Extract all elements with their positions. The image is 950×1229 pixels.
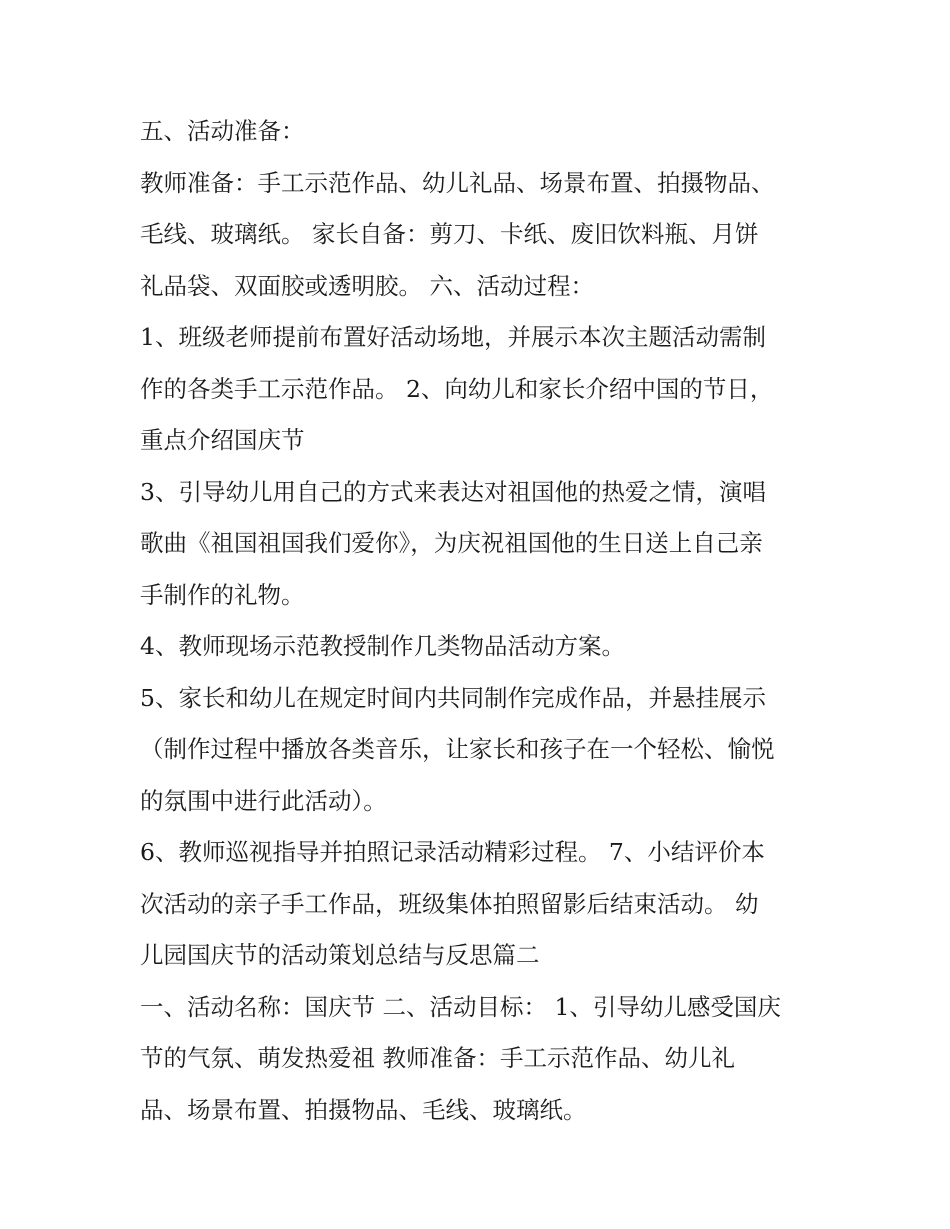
document-body: [140, 106, 820, 1136]
text-line: 礼品袋、双面胶或透明胶。 六、活动过程：: [140, 271, 594, 300]
text-line: （制作过程中播放各类音乐，让家长和孩子在一个轻松、愉悦: [140, 735, 775, 763]
text-line: 1、班级老师提前布置好活动场地，并展示本次主题活动需制: [140, 323, 766, 351]
text-line: 手制作的礼物。: [140, 580, 305, 609]
text-line: 的氛围中进行此活动）。: [140, 786, 387, 815]
text-line: 五、活动准备：: [140, 117, 305, 145]
text-line: 节的气氛、萌发热爱祖 教师准备：手工示范作品、幼儿礼: [140, 1044, 735, 1072]
text-line: 4、教师现场示范教授制作几类物品活动方案。: [140, 632, 625, 660]
text-line: 教师准备：手工示范作品、幼儿礼品、场景布置、拍摄物品、: [140, 168, 775, 197]
text-line: 5、家长和幼儿在规定时间内共同制作完成作品，并悬挂展示: [140, 683, 766, 712]
text-line: 3、引导幼儿用自己的方式来表达对祖国他的热爱之情，演唱: [140, 477, 766, 506]
text-line: 次活动的亲子手工作品，班级集体拍照留影后结束活动。 幼: [140, 889, 759, 918]
text-line: 毛线、玻璃纸。 家长自备：剪刀、卡纸、废旧饮料瓶、月饼: [140, 220, 759, 248]
text-line: 6、教师巡视指导并拍照记录活动精彩过程。 7、小结评价本: [140, 838, 765, 866]
text-line: 品、场景布置、拍摄物品、毛线、玻璃纸。: [140, 1095, 587, 1124]
text-line: 儿园国庆节的活动策划总结与反思篇二: [140, 941, 540, 969]
text-line: 歌曲《祖国祖国我们爱你》，为庆祝祖国他的生日送上自己亲: [140, 529, 763, 557]
text-line: 作的各类手工示范作品。 2、向幼儿和家长介绍中国的节日，: [140, 374, 774, 403]
text-line: 重点介绍国庆节: [140, 426, 305, 454]
text-line: 一、活动名称：国庆节 二、活动目标： 1、引导幼儿感受国庆: [140, 992, 781, 1021]
